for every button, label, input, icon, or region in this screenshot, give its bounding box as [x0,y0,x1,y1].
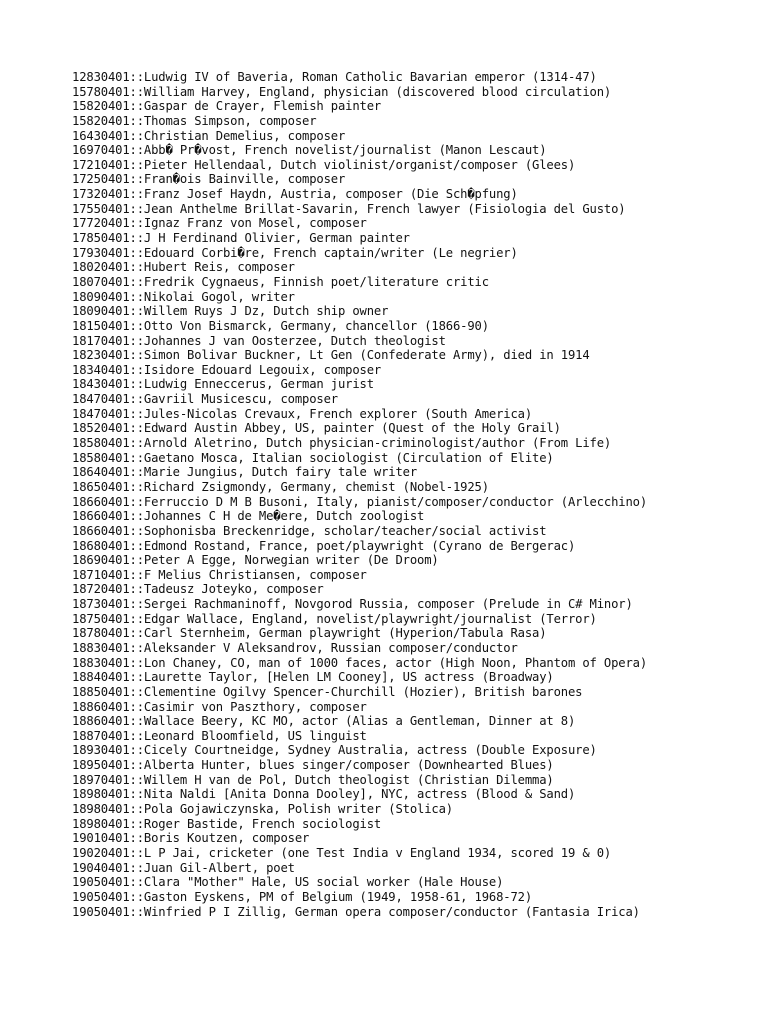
text-line: 18430401::Ludwig Enneccerus, German jurist [72,377,374,392]
text-line: 18950401::Alberta Hunter, blues singer/composer (Downhearted Blues) [72,758,554,773]
text-line: 16970401::Abb� Pr�vost, French novelist/journalist (Manon Lescaut) [72,143,547,158]
text-line: 18580401::Arnold Aletrino, Dutch physician-criminologist/author (From Life) [72,436,612,451]
text-line: 18780401::Carl Sternheim, German playwright (Hyperion/Tabula Rasa) [72,626,547,641]
text-line: 19020401::L P Jai, cricketer (one Test India v England 1934, scored 19 & 0) [72,845,612,860]
text-line: 15820401::Gaspar de Crayer, Flemish painter [72,99,382,114]
text-line: 18860401::Casimir von Paszthory, composer [72,699,367,714]
text-line: 18660401::Sophonisba Breckenridge, scholar/teacher/social activist [72,523,547,538]
birthday-list [72,70,762,919]
text-line: 19050401::Winfried P I Zillig, German opera composer/conductor (Fantasia Irica) [72,904,640,919]
text-line: 17210401::Pieter Hellendaal, Dutch violinist/organist/composer (Glees) [72,157,576,172]
text-line: 12830401::Ludwig IV of Baveria, Roman Catholic Bavarian emperor (1314-47) [72,70,597,84]
text-line: 18980401::Roger Bastide, French sociologist [72,816,382,831]
text-line: 18070401::Fredrik Cygnaeus, Finnish poet/literature critic [72,274,489,289]
text-line: 18340401::Isidore Edouard Legouix, composer [72,362,382,377]
text-line: 18470401::Jules-Nicolas Crevaux, French explorer (South America) [72,406,532,421]
text-line: 19040401::Juan Gil-Albert, poet [72,860,295,875]
text-line: 18710401::F Melius Christiansen, composer [72,567,367,582]
text-line: 18690401::Peter A Egge, Norwegian writer (De Droom) [72,553,439,568]
text-line: 18660401::Ferruccio D M B Busoni, Italy, pianist/composer/conductor (Arlecchino) [72,494,647,509]
text-line: 17320401::Franz Josef Haydn, Austria, composer (Die Sch�pfung) [72,187,518,202]
text-line: 18090401::Willem Ruys J Dz, Dutch ship owner [72,304,389,319]
text-line: 17550401::Jean Anthelme Brillat-Savarin, French lawyer (Fisiologia del Gusto) [72,201,626,216]
text-line: 17850401::J H Ferdinand Olivier, German painter [72,231,410,246]
text-line: 18830401::Lon Chaney, CO, man of 1000 faces, actor (High Noon, Phantom of Opera) [72,655,647,670]
text-line: 18750401::Edgar Wallace, England, novelist/playwright/journalist (Terror) [72,611,597,626]
text-line: 19050401::Gaston Eyskens, PM of Belgium (1949, 1958-61, 1968-72) [72,889,532,904]
text-line: 18090401::Nikolai Gogol, writer [72,289,295,304]
text-line: 18230401::Simon Bolivar Buckner, Lt Gen (Confederate Army), died in 1914 [72,348,590,363]
text-line: 18470401::Gavriil Musicescu, composer [72,392,338,407]
text-line: 18650401::Richard Zsigmondy, Germany, chemist (Nobel-1925) [72,479,489,494]
text-line: 18660401::Johannes C H de Me�ere, Dutch zoologist [72,509,425,524]
text-line: 15780401::William Harvey, England, physician (discovered blood circulation) [72,84,612,99]
text-line: 18870401::Leonard Bloomfield, US linguist [72,728,367,743]
text-line: 18850401::Clementine Ogilvy Spencer-Churchill (Hozier), British barones [72,684,583,699]
text-line: 18860401::Wallace Beery, KC MO, actor (Alias a Gentleman, Dinner at 8) [72,714,576,729]
text-line: 18730401::Sergei Rachmaninoff, Novgorod Russia, composer (Prelude in C# Minor) [72,597,633,612]
text-line: 15820401::Thomas Simpson, composer [72,113,317,128]
text-line: 18580401::Gaetano Mosca, Italian sociologist (Circulation of Elite) [72,450,554,465]
text-line: 17250401::Fran�ois Bainville, composer [72,172,346,187]
text-line: 18720401::Tadeusz Joteyko, composer [72,582,324,597]
text-line: 18150401::Otto Von Bismarck, Germany, chancellor (1866-90) [72,318,489,333]
text-line: 19050401::Clara "Mother" Hale, US social worker (Hale House) [72,875,504,890]
text-line: 18520401::Edward Austin Abbey, US, painter (Quest of the Holy Grail) [72,421,561,436]
text-line: 18980401::Pola Gojawiczynska, Polish writer (Stolica) [72,802,453,817]
text-line: 18640401::Marie Jungius, Dutch fairy tale writer [72,465,417,480]
text-line: 16430401::Christian Demelius, composer [72,128,346,143]
text-line: 17930401::Edouard Corbi�re, French captain/writer (Le negrier) [72,245,518,260]
text-line: 19010401::Boris Koutzen, composer [72,831,310,846]
text-line: 18830401::Aleksander V Aleksandrov, Russian composer/conductor [72,640,518,655]
text-line: 18840401::Laurette Taylor, [Helen LM Cooney], US actress (Broadway) [72,670,554,685]
text-line: 18980401::Nita Naldi [Anita Donna Dooley], NYC, actress (Blood & Sand) [72,787,576,802]
text-line: 18930401::Cicely Courtneidge, Sydney Australia, actress (Double Exposure) [72,743,597,758]
text-line: 17720401::Ignaz Franz von Mosel, composer [72,216,367,231]
text-line: 18170401::Johannes J van Oosterzee, Dutch theologist [72,333,446,348]
text-line: 18020401::Hubert Reis, composer [72,260,295,275]
text-line: 18970401::Willem H van de Pol, Dutch theologist (Christian Dilemma) [72,772,554,787]
text-line: 18680401::Edmond Rostand, France, poet/playwright (Cyrano de Bergerac) [72,538,576,553]
